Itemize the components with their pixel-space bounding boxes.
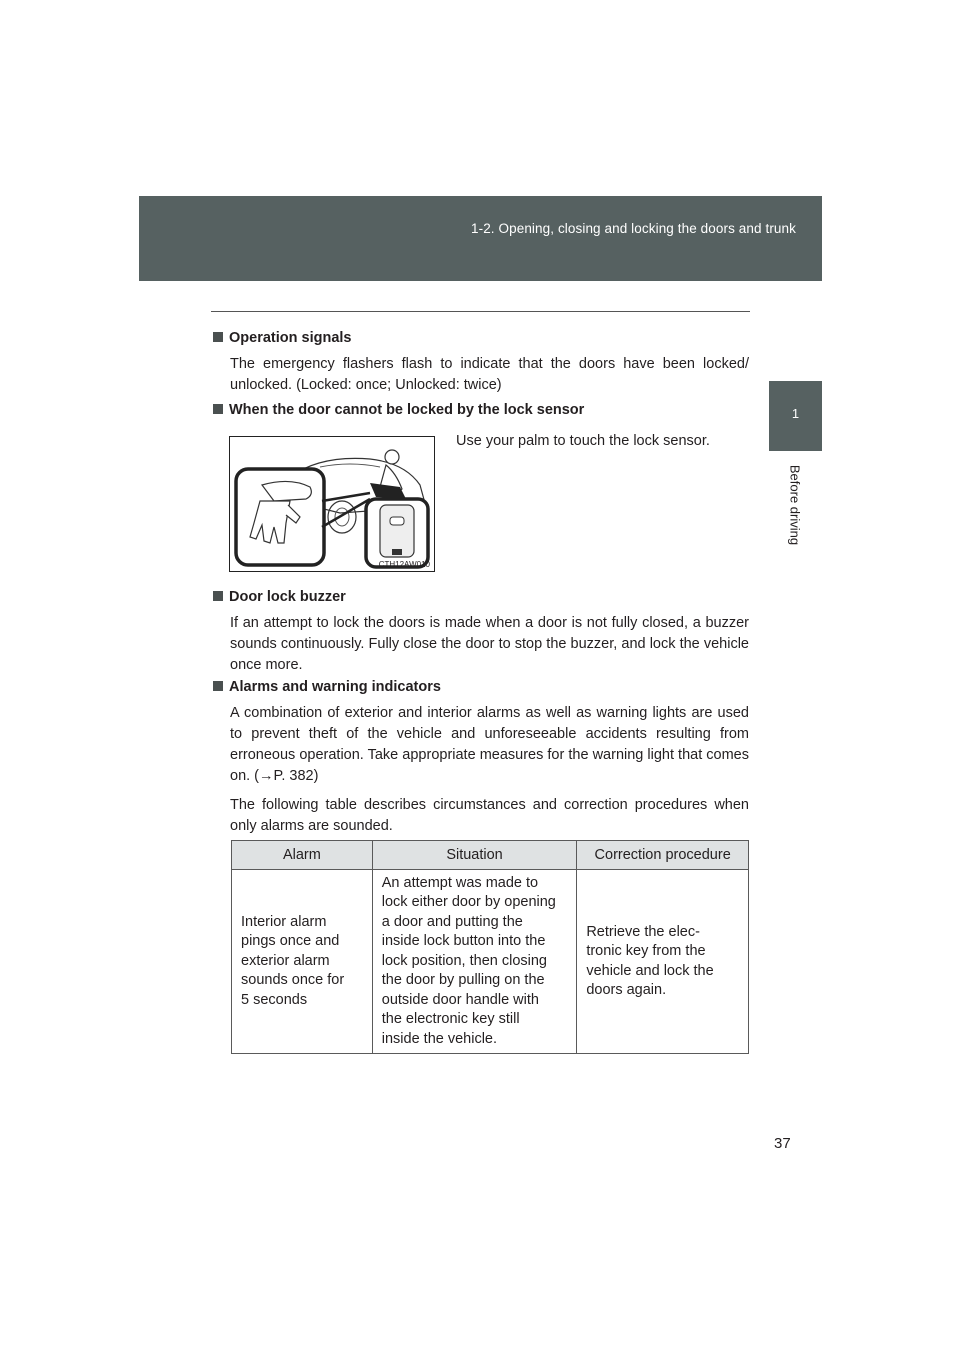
table-cell-alarm: Interior alarm pings once and exterior alarm sounds once for 5 seconds bbox=[241, 913, 345, 1008]
palm-touch-lock-sensor-icon bbox=[230, 437, 434, 571]
page-number: 37 bbox=[774, 1135, 791, 1152]
chapter-tab: 1 bbox=[769, 381, 822, 451]
section-heading: Operation signals bbox=[213, 328, 749, 348]
section-paragraph: A combination of exterior and interior alarms as well as warning lights are used to prevent theft of the vehicle and unforeseeable accidents resulting from erroneous operation. Take appropriate measures for the warning light that comes on. (→P. 382) bbox=[230, 705, 749, 784]
top-rule bbox=[211, 311, 750, 312]
section-heading: Door lock buzzer bbox=[213, 587, 749, 607]
square-bullet-icon bbox=[213, 332, 223, 342]
section-paragraph: The following table describes circumstances and correction procedures when only alarms are sounded. bbox=[230, 797, 749, 834]
section-heading: When the door cannot be locked by the lock sensor bbox=[213, 400, 749, 420]
section-heading: Alarms and warning indicators bbox=[213, 677, 749, 697]
column-header-correction: Correction procedure bbox=[577, 841, 749, 870]
section-door-lock-buzzer bbox=[213, 587, 749, 676]
header-band bbox=[139, 196, 822, 281]
square-bullet-icon bbox=[213, 591, 223, 601]
lock-sensor-instruction: Use your palm to touch the lock sensor. bbox=[456, 433, 710, 449]
square-bullet-icon bbox=[213, 681, 223, 691]
column-header-alarm: Alarm bbox=[232, 841, 373, 870]
alarm-table bbox=[231, 840, 749, 1054]
section-paragraph: The emergency flashers flash to indicate that the doors have been locked/ unlocked. (Locked: once; Unlocked: twice) bbox=[230, 356, 749, 393]
chapter-label: Before driving bbox=[787, 464, 803, 546]
section-paragraph: If an attempt to lock the doors is made when a door is not fully closed, a buzzer sounds continuously. Fully close the door to stop the buzzer, and lock the vehicle once more. bbox=[230, 615, 749, 673]
section-operation-signals bbox=[213, 328, 749, 396]
table-cell-correction: Retrieve the elec- tronic key from the vehicle and lock the doors again. bbox=[586, 923, 714, 998]
section-alarms bbox=[213, 677, 749, 837]
column-header-situation: Situation bbox=[372, 841, 577, 870]
square-bullet-icon bbox=[213, 404, 223, 414]
table-row bbox=[232, 870, 749, 1054]
table-cell-situation: An attempt was made to lock either door by opening a door and putting the inside lock button into the lock position, then closing the door by pulling on the outside door handle with the electronic key still inside the vehicle. bbox=[381, 874, 556, 1047]
section-title: 1-2. Opening, closing and locking the doors and trunk bbox=[470, 221, 796, 236]
lock-sensor-illustration bbox=[229, 436, 435, 572]
section-lock-sensor bbox=[213, 400, 749, 420]
table-header-row bbox=[232, 841, 749, 870]
illustration-code: CTH12AW010 bbox=[378, 560, 430, 569]
